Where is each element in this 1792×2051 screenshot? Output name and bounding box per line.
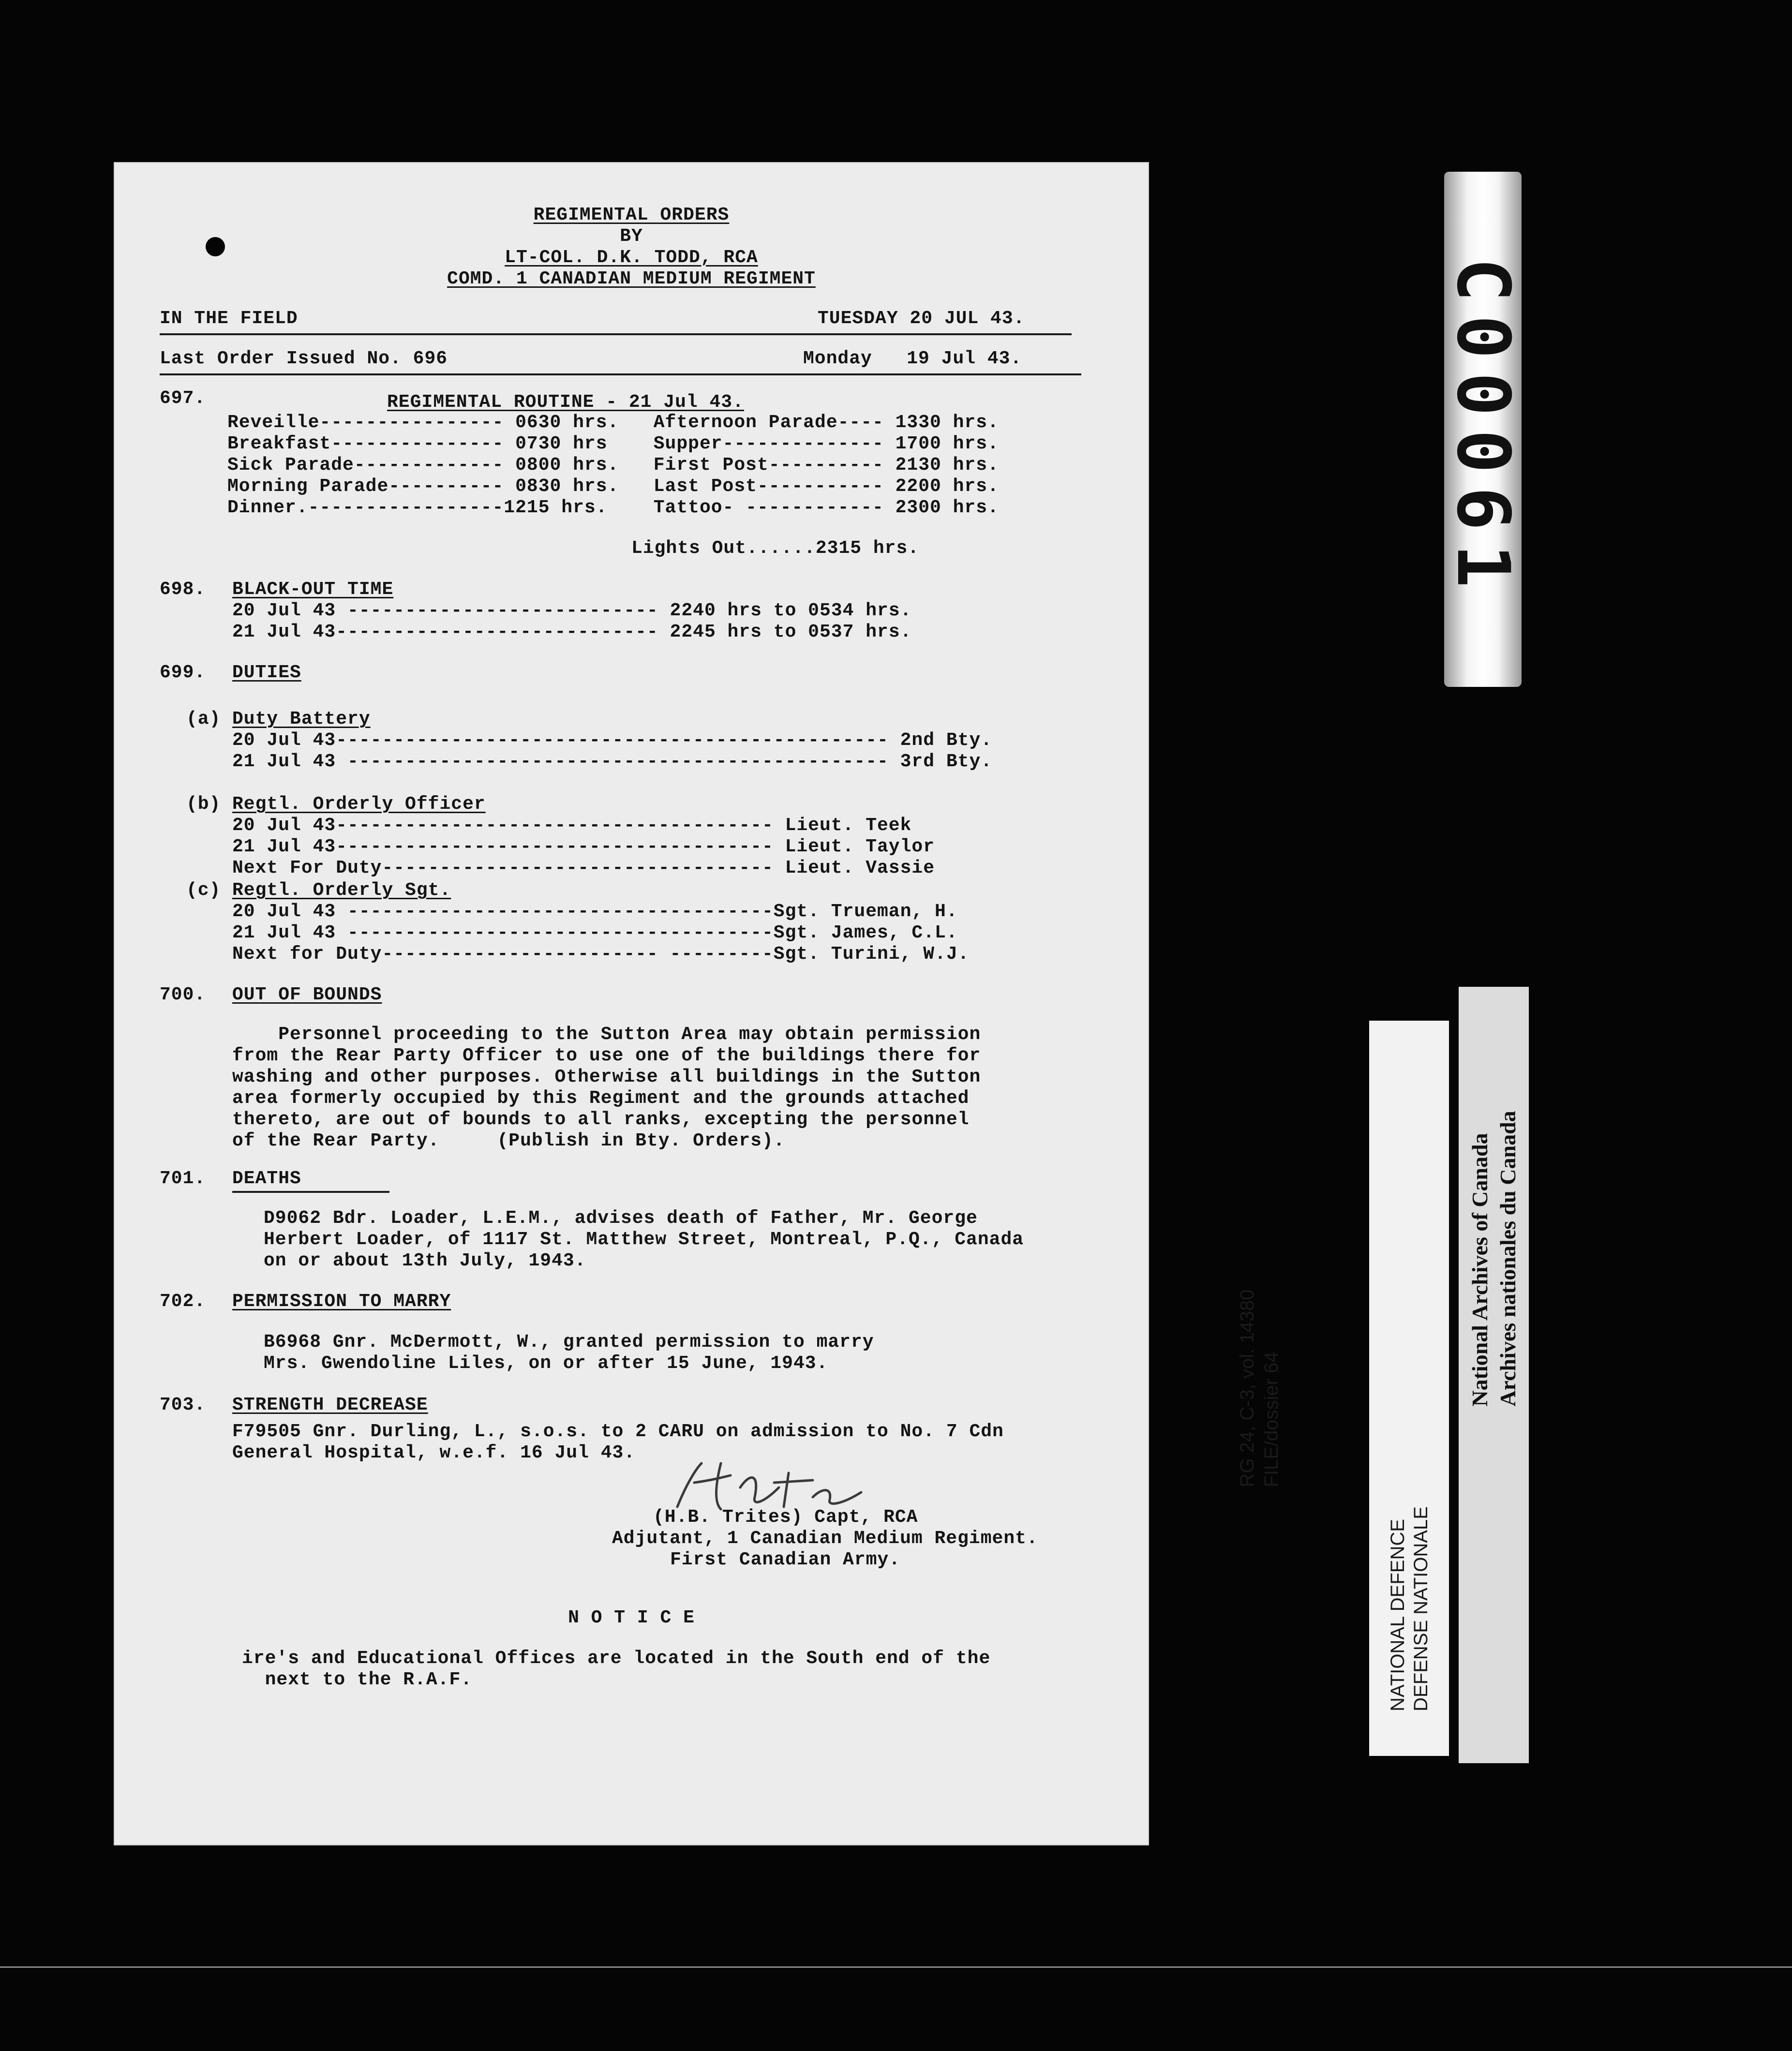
defence-label bbox=[1369, 1021, 1449, 1756]
duty-b-row: 20 Jul 43-------------------------------------- Lieut. Teek bbox=[232, 815, 912, 836]
defence-line: NATIONAL DEFENCE bbox=[1387, 1519, 1408, 1711]
punch-hole bbox=[206, 237, 225, 256]
lights-out: Lights Out......2315 hrs. bbox=[631, 538, 920, 559]
section-700-number: 700. bbox=[160, 984, 206, 1005]
section-699-title: DUTIES bbox=[232, 662, 301, 683]
section-703-number: 703. bbox=[160, 1395, 206, 1415]
section-697-number: 697. bbox=[160, 388, 206, 409]
duty-a-row: 21 Jul 43 ----------------------------------------------- 3rd Bty. bbox=[232, 751, 993, 772]
archives-name-en: National Archives of Canada bbox=[1467, 1133, 1492, 1407]
section-703-title: STRENGTH DECREASE bbox=[232, 1395, 428, 1415]
orders-title: REGIMENTAL ORDERS bbox=[533, 205, 730, 225]
archives-name-fr: Archives nationales du Canada bbox=[1495, 1111, 1520, 1407]
defence-line: DEFENSE NATIONALE bbox=[1410, 1506, 1432, 1711]
section-698-title: BLACK-OUT TIME bbox=[232, 579, 394, 600]
archives-label bbox=[1459, 987, 1529, 1763]
section-702-number: 702. bbox=[160, 1291, 206, 1312]
signatory-name: (H.B. Trites) Capt, RCA bbox=[653, 1507, 918, 1528]
routine-row: Morning Parade---------- 0830 hrs. Last Post----------- 2200 hrs. bbox=[227, 476, 999, 497]
notice-title: N O T I C E bbox=[568, 1607, 695, 1628]
duty-b-title: Regtl. Orderly Officer bbox=[232, 794, 486, 815]
file-reference-line: FILE/dossier 64 bbox=[1260, 1352, 1282, 1487]
blackout-row: 21 Jul 43---------------------------- 2245 hrs to 0537 hrs. bbox=[232, 622, 912, 642]
section-703-body: F79505 Gnr. Durling, L., s.o.s. to 2 CARU on admission to No. 7 Cdn General Hospital, w.e.f. 16 Jul 43. bbox=[232, 1421, 1004, 1463]
section-699-number: 699. bbox=[160, 662, 206, 683]
section-702-body: B6968 Gnr. McDermott, W., granted permission to marry Mrs. Gwendoline Liles, on or after 15 June, 1943. bbox=[264, 1332, 874, 1374]
file-reference-line: RG 24, C-3, vol. 14380 bbox=[1236, 1289, 1258, 1487]
duty-a-label: (a) bbox=[186, 709, 221, 729]
film-frame-number-strip bbox=[1441, 172, 1525, 687]
handwritten-signature bbox=[668, 1454, 871, 1521]
section-700-body: Personnel proceeding to the Sutton Area may obtain permission from the Rear Party Officer to use one of the buildings there for washing and other purposes. Otherwise all buildings in the Sutton area formerly occupied by this Regiment and the grounds attached thereto, are out of bounds to all ranks, excepting the personnel of the Rear Party. (Publish in Bty. Orders). bbox=[232, 1024, 981, 1151]
section-701-rule bbox=[232, 1191, 389, 1193]
section-702-title: PERMISSION TO MARRY bbox=[232, 1291, 451, 1312]
film-number: C00061 bbox=[1441, 257, 1525, 601]
duty-a-title: Duty Battery bbox=[232, 709, 371, 729]
commander-name: LT-COL. D.K. TODD, RCA bbox=[505, 247, 758, 268]
document-page bbox=[114, 162, 1149, 1845]
scan-edge-line bbox=[0, 1966, 1792, 1968]
duty-b-row: 21 Jul 43-------------------------------------- Lieut. Taylor bbox=[232, 836, 935, 857]
duty-c-row: 20 Jul 43 -------------------------------------Sgt. Trueman, H. bbox=[232, 901, 958, 922]
header-rule bbox=[160, 333, 1072, 335]
routine-row: Sick Parade------------- 0800 hrs. First Post---------- 2130 hrs. bbox=[227, 455, 999, 476]
blackout-row: 20 Jul 43 --------------------------- 2240 hrs to 0534 hrs. bbox=[232, 600, 912, 621]
section-697-title: REGIMENTAL ROUTINE - 21 Jul 43. bbox=[387, 392, 744, 413]
duty-c-row: Next for Duty------------------------ ---------Sgt. Turini, W.J. bbox=[232, 944, 970, 965]
routine-row: Reveille---------------- 0630 hrs. Afternoon Parade---- 1330 hrs. bbox=[227, 412, 999, 433]
section-701-body: D9062 Bdr. Loader, L.E.M., advises death of Father, Mr. George Herbert Loader, of 1117 St. Matthew Street, Montreal, P.Q., Canada on or about 13th July, 1943. bbox=[264, 1208, 1024, 1271]
section-700-title: OUT OF BOUNDS bbox=[232, 984, 382, 1005]
routine-row: Dinner.-----------------1215 hrs. Tattoo- ------------ 2300 hrs. bbox=[227, 497, 999, 518]
orders-by: BY bbox=[620, 226, 643, 247]
command-line: COMD. 1 CANADIAN MEDIUM REGIMENT bbox=[447, 268, 816, 289]
last-order-date: Monday 19 Jul 43. bbox=[803, 348, 1022, 369]
section-701-title: DEATHS bbox=[232, 1168, 301, 1189]
section-698-number: 698. bbox=[160, 579, 206, 600]
last-order-rule bbox=[160, 373, 1081, 375]
notice-body: ire's and Educational Offices are located in the South end of the next to the R.A.F. bbox=[242, 1648, 991, 1690]
duty-a-row: 20 Jul 43------------------------------------------------ 2nd Bty. bbox=[232, 730, 993, 751]
location: IN THE FIELD bbox=[160, 308, 298, 329]
duty-b-label: (b) bbox=[186, 794, 221, 815]
signatory-role: Adjutant, 1 Canadian Medium Regiment. bbox=[612, 1528, 1038, 1549]
duty-c-row: 21 Jul 43 -------------------------------------Sgt. James, C.L. bbox=[232, 922, 958, 943]
last-order-issued: Last Order Issued No. 696 bbox=[160, 348, 448, 369]
duty-b-row: Next For Duty---------------------------------- Lieut. Vassie bbox=[232, 858, 935, 878]
signatory-unit: First Canadian Army. bbox=[670, 1549, 901, 1570]
duty-c-label: (c) bbox=[186, 880, 221, 901]
order-date: TUESDAY 20 JUL 43. bbox=[818, 308, 1025, 329]
section-701-number: 701. bbox=[160, 1168, 206, 1189]
routine-row: Breakfast--------------- 0730 hrs Supper-------------- 1700 hrs. bbox=[227, 433, 999, 454]
duty-c-title: Regtl. Orderly Sgt. bbox=[232, 880, 451, 901]
